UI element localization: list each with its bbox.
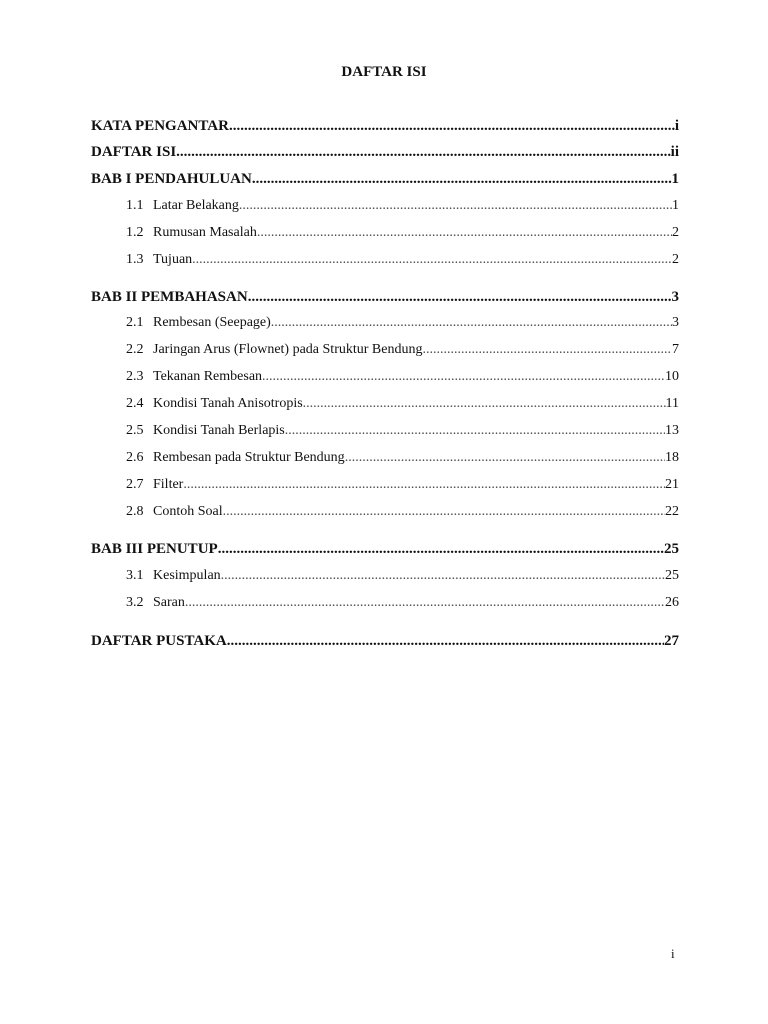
dot-leader xyxy=(252,170,672,188)
toc-entry-label: Filter xyxy=(153,477,184,492)
toc-entry-page: 27 xyxy=(664,633,679,649)
dot-leader xyxy=(345,449,665,467)
toc-entry-3-1 xyxy=(126,567,679,585)
toc-entry-number: 1.3 xyxy=(126,252,144,267)
dot-leader xyxy=(176,143,671,161)
toc-entry-label: Tekanan Rembesan xyxy=(153,369,263,384)
toc-entry-2-5 xyxy=(126,422,679,440)
toc-entry-label: Rembesan (Seepage) xyxy=(153,315,271,330)
toc-entry-number: 2.4 xyxy=(126,396,144,411)
toc-entry-page: ii xyxy=(670,144,679,160)
toc-entry-label: DAFTAR PUSTAKA xyxy=(91,633,227,649)
dot-leader xyxy=(221,567,665,585)
toc-entry-page: 2 xyxy=(672,252,679,267)
toc-entry-2-1 xyxy=(126,314,679,332)
toc-entry-label: Rembesan pada Struktur Bendung xyxy=(153,450,345,465)
toc-entry-2-4 xyxy=(126,395,679,413)
toc-entry-label: Contoh Soal xyxy=(153,504,223,519)
dot-leader xyxy=(239,197,672,215)
dot-leader xyxy=(257,224,672,242)
toc-entry-label: BAB I PENDAHULUAN xyxy=(91,171,252,187)
toc-entry-number: 3.1 xyxy=(126,568,144,583)
toc-entry-label: Latar Belakang xyxy=(153,198,239,213)
toc-entry-label: Tujuan xyxy=(153,252,193,267)
dot-leader xyxy=(223,503,665,521)
toc-entry-2-3 xyxy=(126,368,679,386)
footer-page-number: i xyxy=(671,946,675,961)
toc-entry-kata-pengantar xyxy=(91,117,679,135)
toc-entry-bab-2 xyxy=(91,288,679,306)
toc-entry-number: 2.3 xyxy=(126,369,144,384)
toc-entry-page: 21 xyxy=(665,477,679,492)
toc-entry-1-2 xyxy=(126,224,679,242)
page-title: DAFTAR ISI xyxy=(341,64,427,80)
toc-entry-label: Kondisi Tanah Anisotropis xyxy=(153,396,303,411)
toc-entry-page: 10 xyxy=(665,369,679,384)
toc-entry-label: DAFTAR ISI xyxy=(91,144,177,160)
toc-entry-number: 2.8 xyxy=(126,504,144,519)
toc-entry-number: 2.6 xyxy=(126,450,144,465)
dot-leader xyxy=(218,540,664,558)
dot-leader xyxy=(185,594,665,612)
toc-entry-2-7 xyxy=(126,476,679,494)
toc-entry-page: 18 xyxy=(665,450,679,465)
toc-entry-1-1 xyxy=(126,197,679,215)
toc-entry-number: 2.7 xyxy=(126,477,144,492)
toc-entry-2-2 xyxy=(126,341,679,359)
toc-entry-label: Kesimpulan xyxy=(153,568,221,583)
toc-entry-page: 22 xyxy=(665,504,679,519)
toc-entry-3-2 xyxy=(126,594,679,612)
toc-entry-label: BAB II PEMBAHASAN xyxy=(91,289,248,305)
toc-entry-bab-1 xyxy=(91,170,679,188)
dot-leader xyxy=(303,395,666,413)
dot-leader xyxy=(262,368,665,386)
dot-leader xyxy=(183,476,665,494)
dot-leader xyxy=(422,341,672,359)
toc-entry-page: 1 xyxy=(672,198,679,213)
toc-entry-2-8 xyxy=(126,503,679,521)
toc-entry-label: Saran xyxy=(153,595,185,610)
toc-entry-1-3 xyxy=(126,251,679,269)
dot-leader xyxy=(229,117,675,135)
toc-entry-label: Jaringan Arus (Flownet) pada Struktur Bendung xyxy=(153,342,423,357)
toc-entry-number: 3.2 xyxy=(126,595,144,610)
toc-entry-daftar-pustaka xyxy=(91,632,679,650)
toc-entry-page: 26 xyxy=(665,595,679,610)
dot-leader xyxy=(271,314,672,332)
toc-entry-number: 1.2 xyxy=(126,225,144,240)
dot-leader xyxy=(285,422,665,440)
toc-entry-label: KATA PENGANTAR xyxy=(91,118,229,134)
toc-entry-number: 1.1 xyxy=(126,198,144,213)
dot-leader xyxy=(248,288,672,306)
toc-entry-bab-3 xyxy=(91,540,679,558)
toc-entry-page: i xyxy=(674,118,679,134)
toc-entry-label: Rumusan Masalah xyxy=(153,225,257,240)
toc-entry-page: 1 xyxy=(671,171,679,187)
toc-entry-page: 25 xyxy=(664,541,679,557)
toc-entry-number: 2.1 xyxy=(126,315,144,330)
toc-entry-page: 11 xyxy=(665,396,679,411)
toc-entry-page: 2 xyxy=(672,225,679,240)
toc-entry-label: BAB III PENUTUP xyxy=(91,541,218,557)
toc-entry-page: 3 xyxy=(672,315,679,330)
toc-entry-2-6 xyxy=(126,449,679,467)
toc-entry-number: 2.5 xyxy=(126,423,144,438)
dot-leader xyxy=(192,251,672,269)
toc-entry-page: 7 xyxy=(672,342,679,357)
toc-entry-label: Kondisi Tanah Berlapis xyxy=(153,423,285,438)
toc-entry-page: 25 xyxy=(665,568,679,583)
dot-leader xyxy=(227,632,664,650)
toc-entry-page: 3 xyxy=(671,289,679,305)
toc-entry-number: 2.2 xyxy=(126,342,144,357)
toc-entry-daftar-isi xyxy=(91,143,679,161)
toc-entry-page: 13 xyxy=(665,423,679,438)
